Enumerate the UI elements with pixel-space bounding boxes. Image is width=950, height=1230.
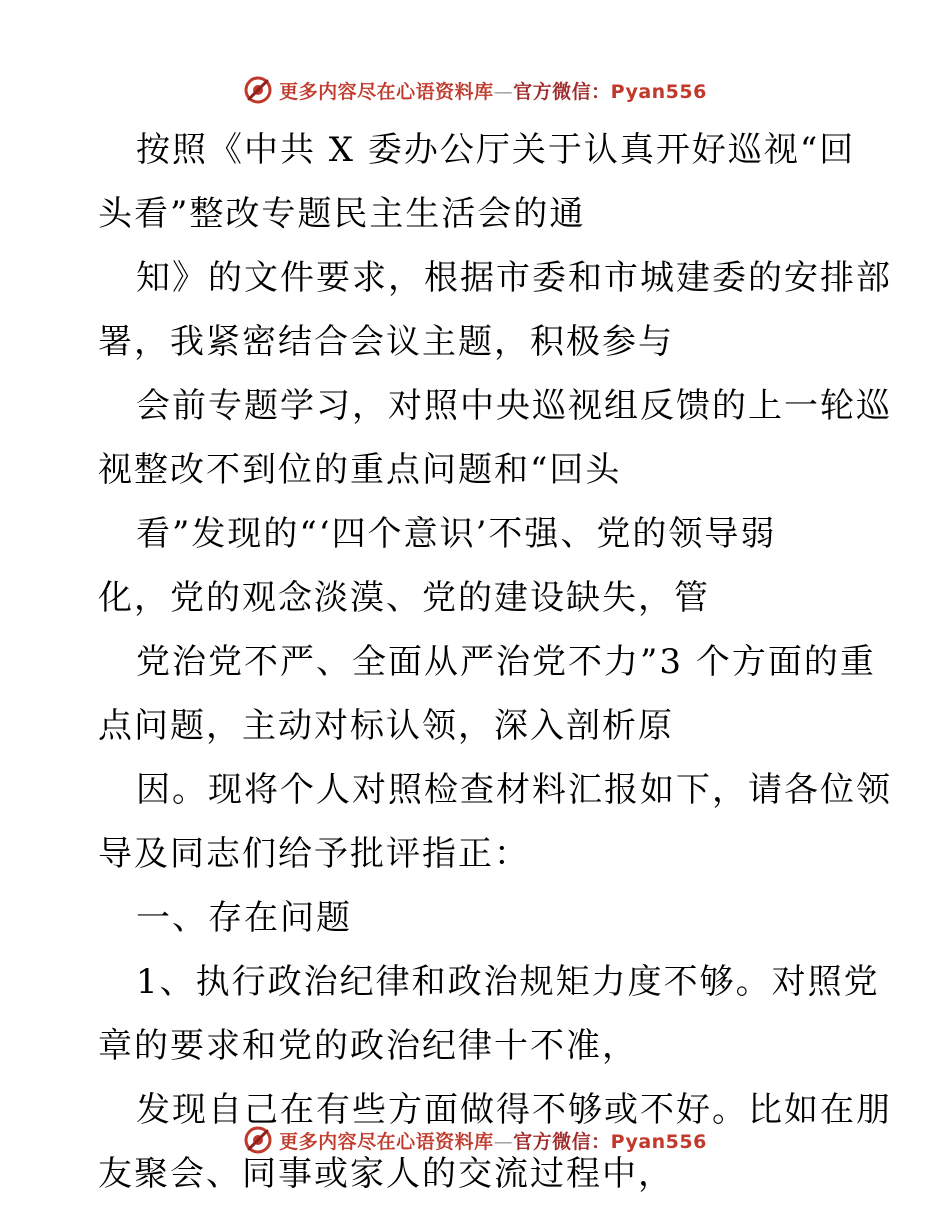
- text-line: 署，我紧密结合会议主题，积极参与: [98, 322, 674, 362]
- text-line: 党治党不严、全面从严治党不力”3 个方面的重: [136, 642, 876, 682]
- text-line: 友聚会、同事或家人的交流过程中，: [98, 1154, 674, 1194]
- text-line: 因。现将个人对照检查材料汇报如下，请各位领: [136, 770, 892, 810]
- wechat-id: Pyan556: [610, 80, 707, 103]
- watermark-promo-text: [279, 77, 707, 104]
- text-line: 知》的文件要求，根据市委和市城建委的安排部: [136, 258, 892, 298]
- document-body: [98, 118, 892, 1206]
- pen-circle-logo-icon: [243, 75, 273, 105]
- text-line: 导及同志们给予批评指正：: [98, 834, 530, 874]
- text-line: 会前专题学习，对照中央巡视组反馈的上一轮巡: [136, 386, 892, 426]
- watermark-banner-bottom: [0, 1120, 950, 1160]
- site-name: 更多内容尽在心语资料库: [279, 80, 494, 103]
- pen-circle-logo-icon: [243, 1125, 273, 1155]
- text-line: 发现自己在有些方面做得不够或不好。比如在朋: [136, 1090, 892, 1130]
- watermark-banner-top: [0, 70, 950, 110]
- official-label: 官方微信：: [513, 1130, 611, 1153]
- watermark-promo-text: [279, 1127, 707, 1154]
- text-line: 视整改不到位的重点问题和“回头: [98, 450, 622, 490]
- text-line: 看”发现的“‘四个意识’不强、党的领导弱: [136, 514, 777, 554]
- text-line: 按照《中共 X 委办公厅关于认真开好巡视“回: [136, 130, 856, 170]
- text-line: 化，党的观念淡漠、党的建设缺失，管: [98, 578, 710, 618]
- separator-dash: —: [493, 1130, 514, 1153]
- official-label: 官方微信：: [513, 80, 611, 103]
- text-line: 章的要求和党的政治纪律十不准，: [98, 1026, 638, 1066]
- text-line: 点问题，主动对标认领，深入剖析原: [98, 706, 674, 746]
- text-line: 1、执行政治纪律和政治规矩力度不够。对照党: [136, 962, 880, 1002]
- text-line: 一、存在问题: [136, 898, 352, 938]
- separator-dash: —: [493, 80, 514, 103]
- text-line: 头看”整改专题民主生活会的通: [98, 194, 586, 234]
- site-name: 更多内容尽在心语资料库: [279, 1130, 494, 1153]
- wechat-id: Pyan556: [610, 1130, 707, 1153]
